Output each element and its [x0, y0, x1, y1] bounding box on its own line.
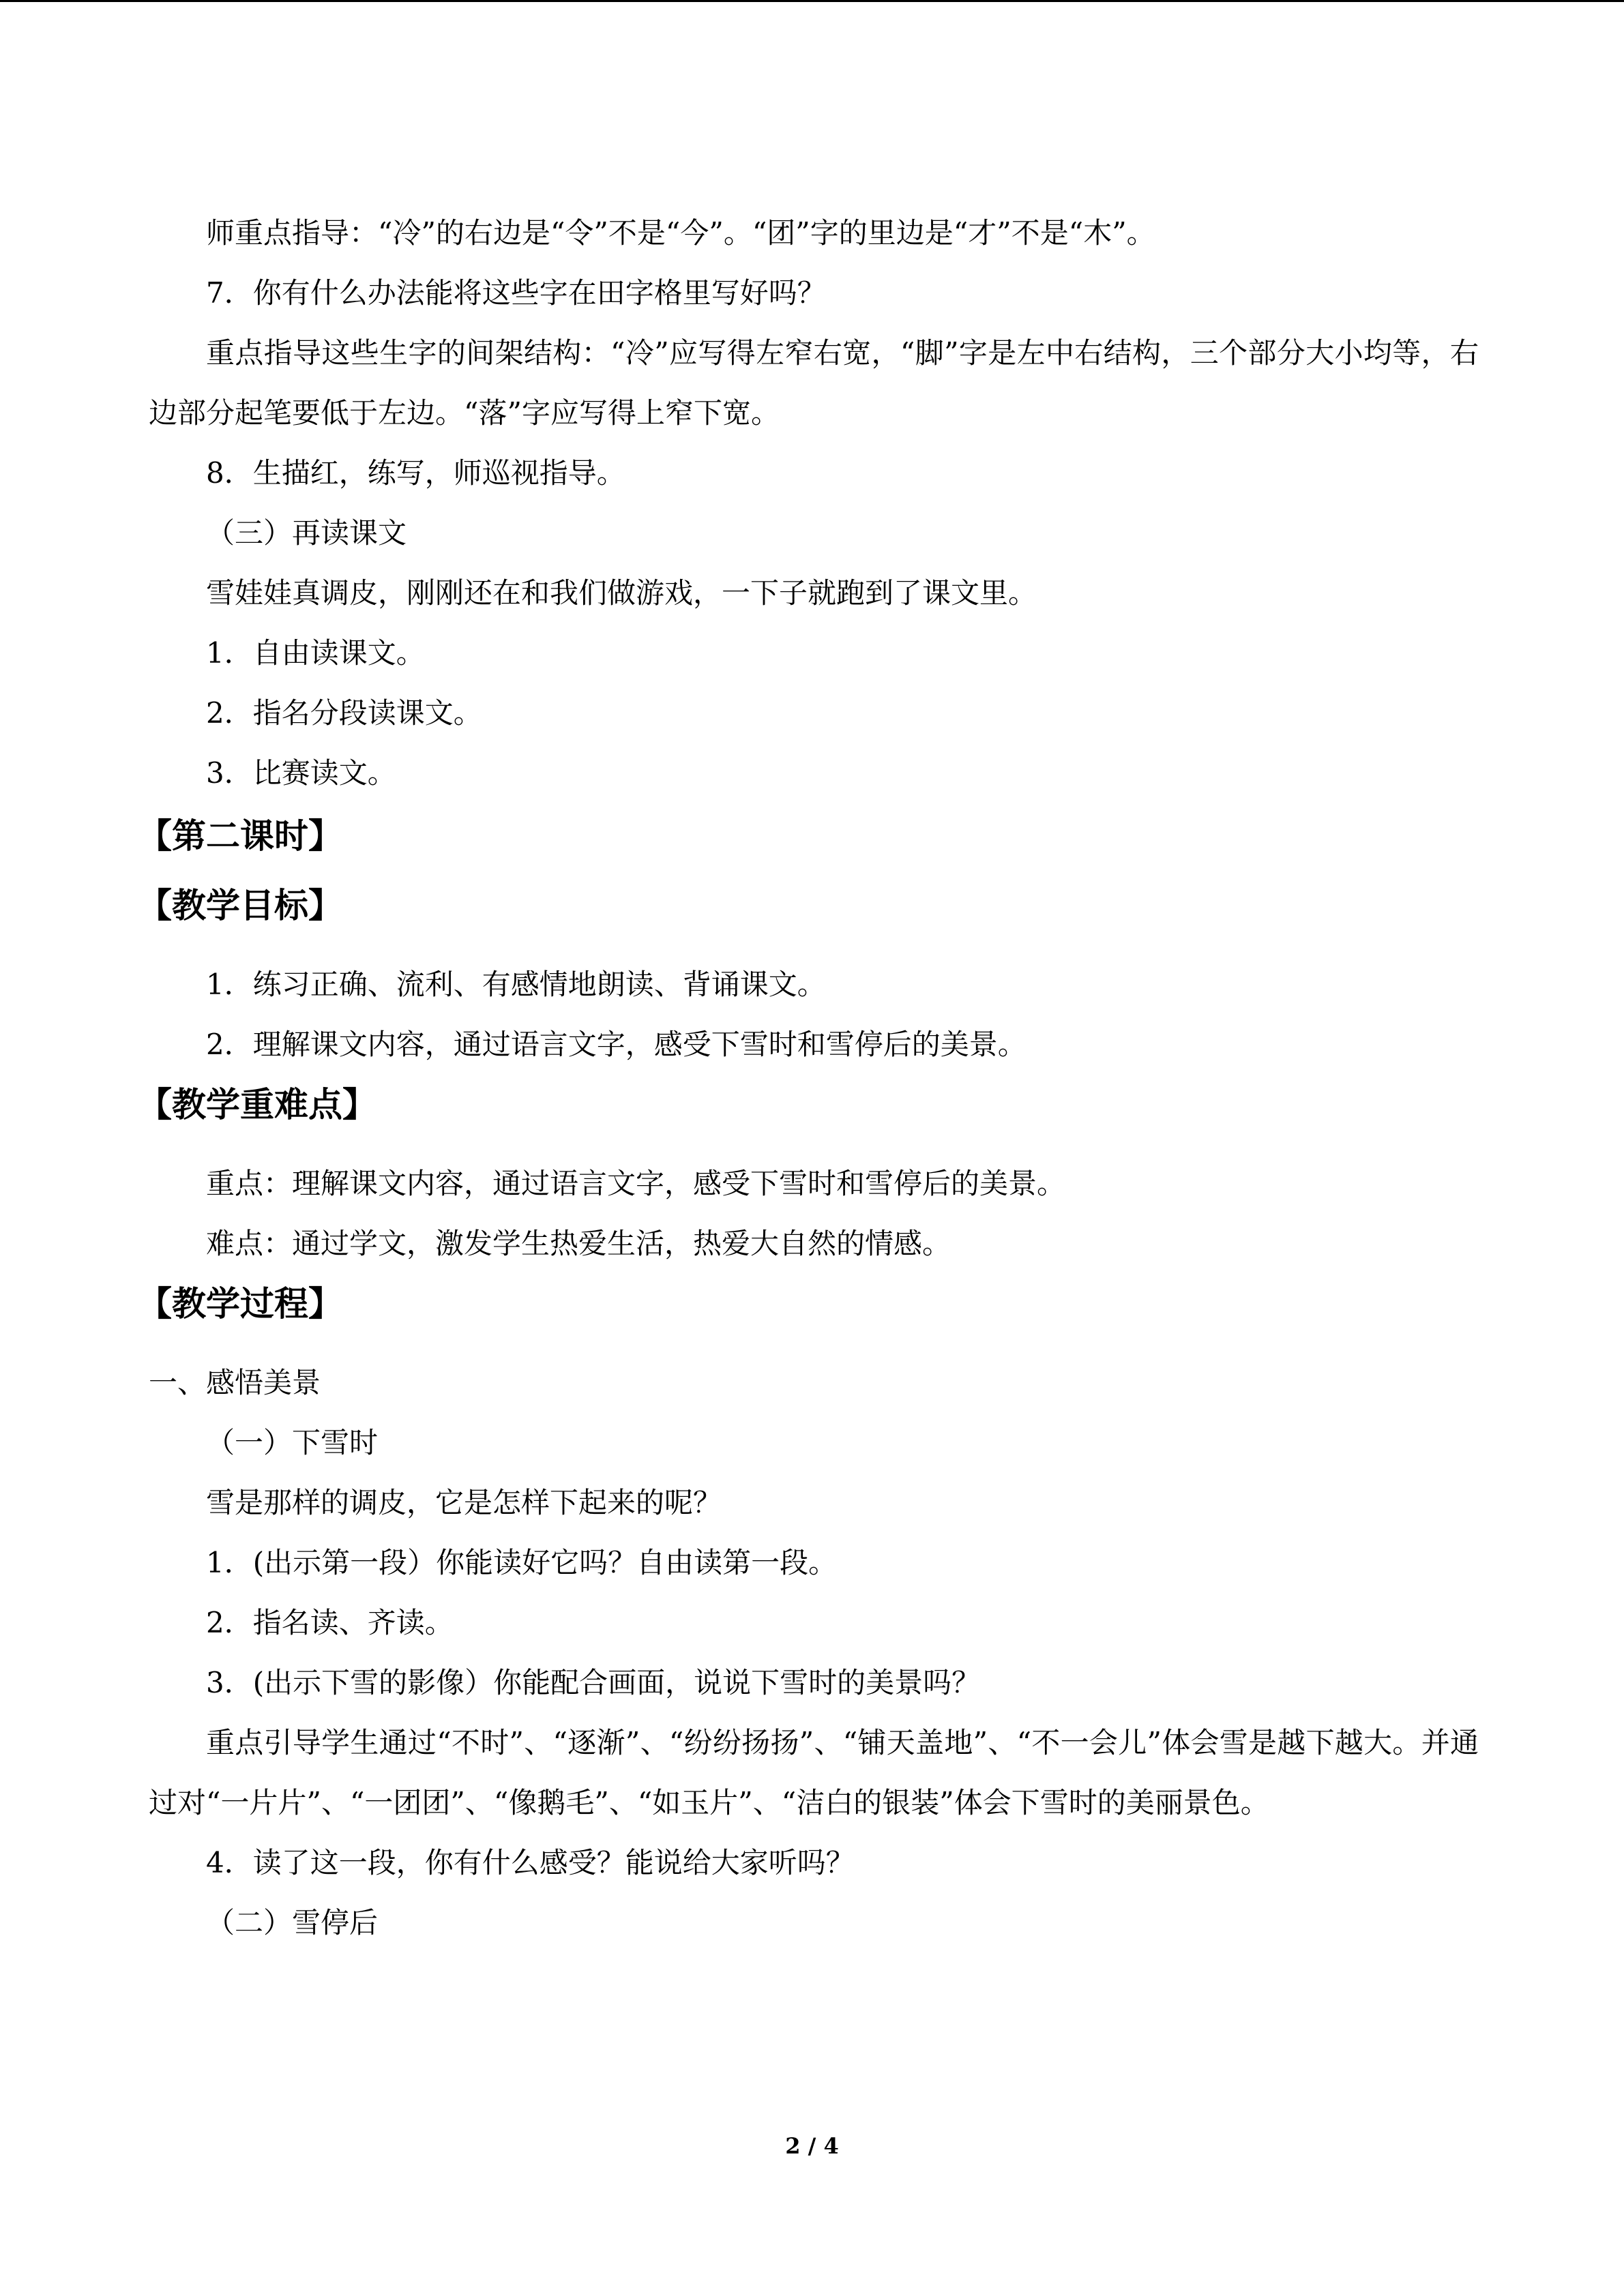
top-border-line — [0, 0, 1624, 2]
paragraph: 重点引导学生通过“不时”、“逐渐”、“纷纷扬扬”、“铺天盖地”、“不一会儿”体会雪是越下越大。并通过对“一片片”、“一团团”、“像鹅毛”、“如玉片”、“洁白的银装”体会下雪时的美丽景色。 — [149, 1726, 1479, 1819]
paragraph: 重点指导这些生字的间架结构：“冷”应写得左窄右宽，“脚”字是左中右结构，三个部分大小均等，右边部分起笔要低于左边。“落”字应写得上窄下宽。 — [149, 336, 1479, 430]
section-heading-teaching-process: 【教学过程】 — [138, 1284, 342, 1324]
list-item-1: 1．(出示第一段）你能读好它吗？自由读第一段。 — [206, 1546, 838, 1579]
list-item-2: 2．理解课文内容，通过语言文字，感受下雪时和雪停后的美景。 — [206, 1028, 1027, 1061]
document-body — [138, 203, 1479, 1953]
part-title: 一、感悟美景 — [149, 1366, 321, 1399]
section-heading-teaching-goals: 【教学目标】 — [138, 886, 342, 925]
paragraph: 雪是那样的调皮，它是怎样下起来的呢？ — [206, 1486, 722, 1519]
section-heading-second-lesson: 【第二课时】 — [138, 816, 342, 856]
paragraph-key-point: 重点：理解课文内容，通过语言文字，感受下雪时和雪停后的美景。 — [206, 1167, 1066, 1200]
list-item-3: 3．比赛读文。 — [206, 756, 396, 790]
paragraph: 雪娃娃真调皮，刚刚还在和我们做游戏，一下子就跑到了课文里。 — [206, 576, 1037, 610]
subsection-title: （一）下雪时 — [206, 1426, 379, 1459]
page-number: 2 / 4 — [785, 2133, 839, 2159]
list-item-4: 4．读了这一段，你有什么感受？能说给大家听吗？ — [206, 1846, 855, 1879]
subsection-title: （三）再读课文 — [206, 516, 407, 550]
subsection-title: （二）雪停后 — [206, 1906, 379, 1939]
list-item-1: 1．练习正确、流利、有感情地朗读、背诵课文。 — [206, 968, 826, 1001]
paragraph-difficulty: 难点：通过学文，激发学生热爱生活，热爱大自然的情感。 — [206, 1227, 951, 1260]
list-item-2: 2．指名读、齐读。 — [206, 1606, 454, 1639]
list-item-1: 1．自由读课文。 — [206, 636, 425, 670]
list-item-7: 7．你有什么办法能将这些字在田字格里写好吗？ — [206, 276, 826, 310]
list-item-3: 3．(出示下雪的影像）你能配合画面，说说下雪时的美景吗？ — [206, 1666, 981, 1699]
section-heading-key-points: 【教学重难点】 — [138, 1085, 377, 1124]
list-item-8: 8．生描红，练写，师巡视指导。 — [206, 456, 625, 490]
paragraph: 师重点指导：“冷”的右边是“令”不是“今”。“团”字的里边是“才”不是“木”。 — [206, 216, 1155, 250]
list-item-2: 2．指名分段读课文。 — [206, 696, 482, 730]
